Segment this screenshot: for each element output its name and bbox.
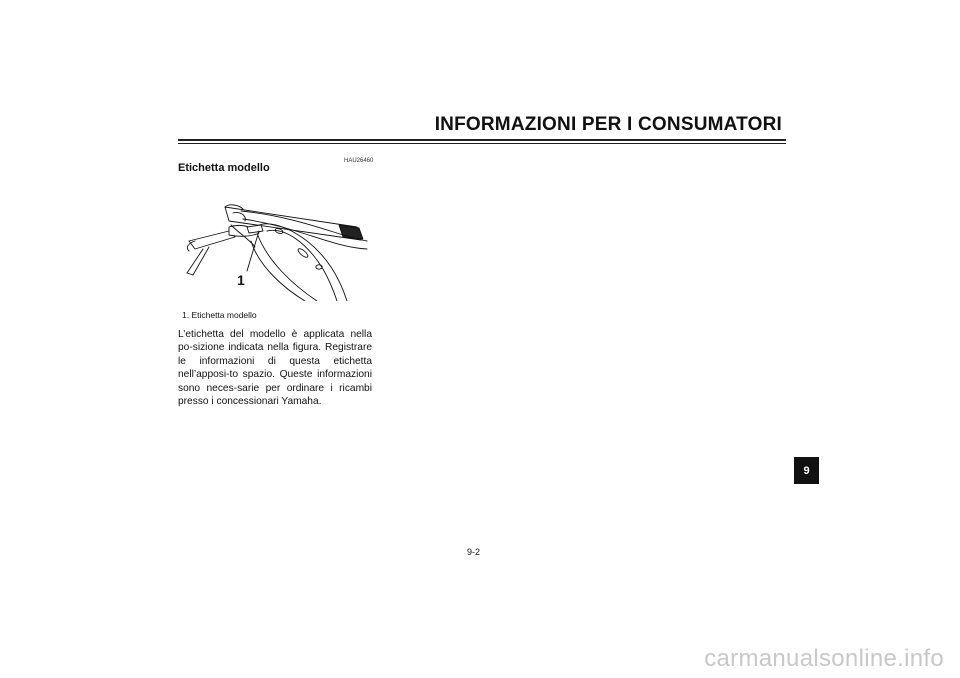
page-number: 9-2 xyxy=(467,547,481,557)
body-paragraph: L’etichetta del modello è applicata nella po-sizione indicata nella figura. Registrare le informazioni di questa etichetta nell’apposi-to spazio. Queste informazioni sono neces-sarie per ordinare i ricambi presso i concessionari Yamaha. xyxy=(178,329,372,408)
page-header-title: INFORMAZIONI PER I CONSUMATORI xyxy=(434,114,782,135)
header-rule xyxy=(178,139,786,144)
chapter-tab: 9 xyxy=(794,457,819,484)
section-title: Etichetta modello xyxy=(178,162,270,174)
section-code: HAU26460 xyxy=(344,158,374,164)
watermark-text: carmanualsonline.info xyxy=(704,645,944,672)
figure-caption: 1. Etichetta modello xyxy=(182,310,257,320)
figure-callout-number: 1 xyxy=(237,272,245,288)
model-label-figure xyxy=(181,197,368,301)
